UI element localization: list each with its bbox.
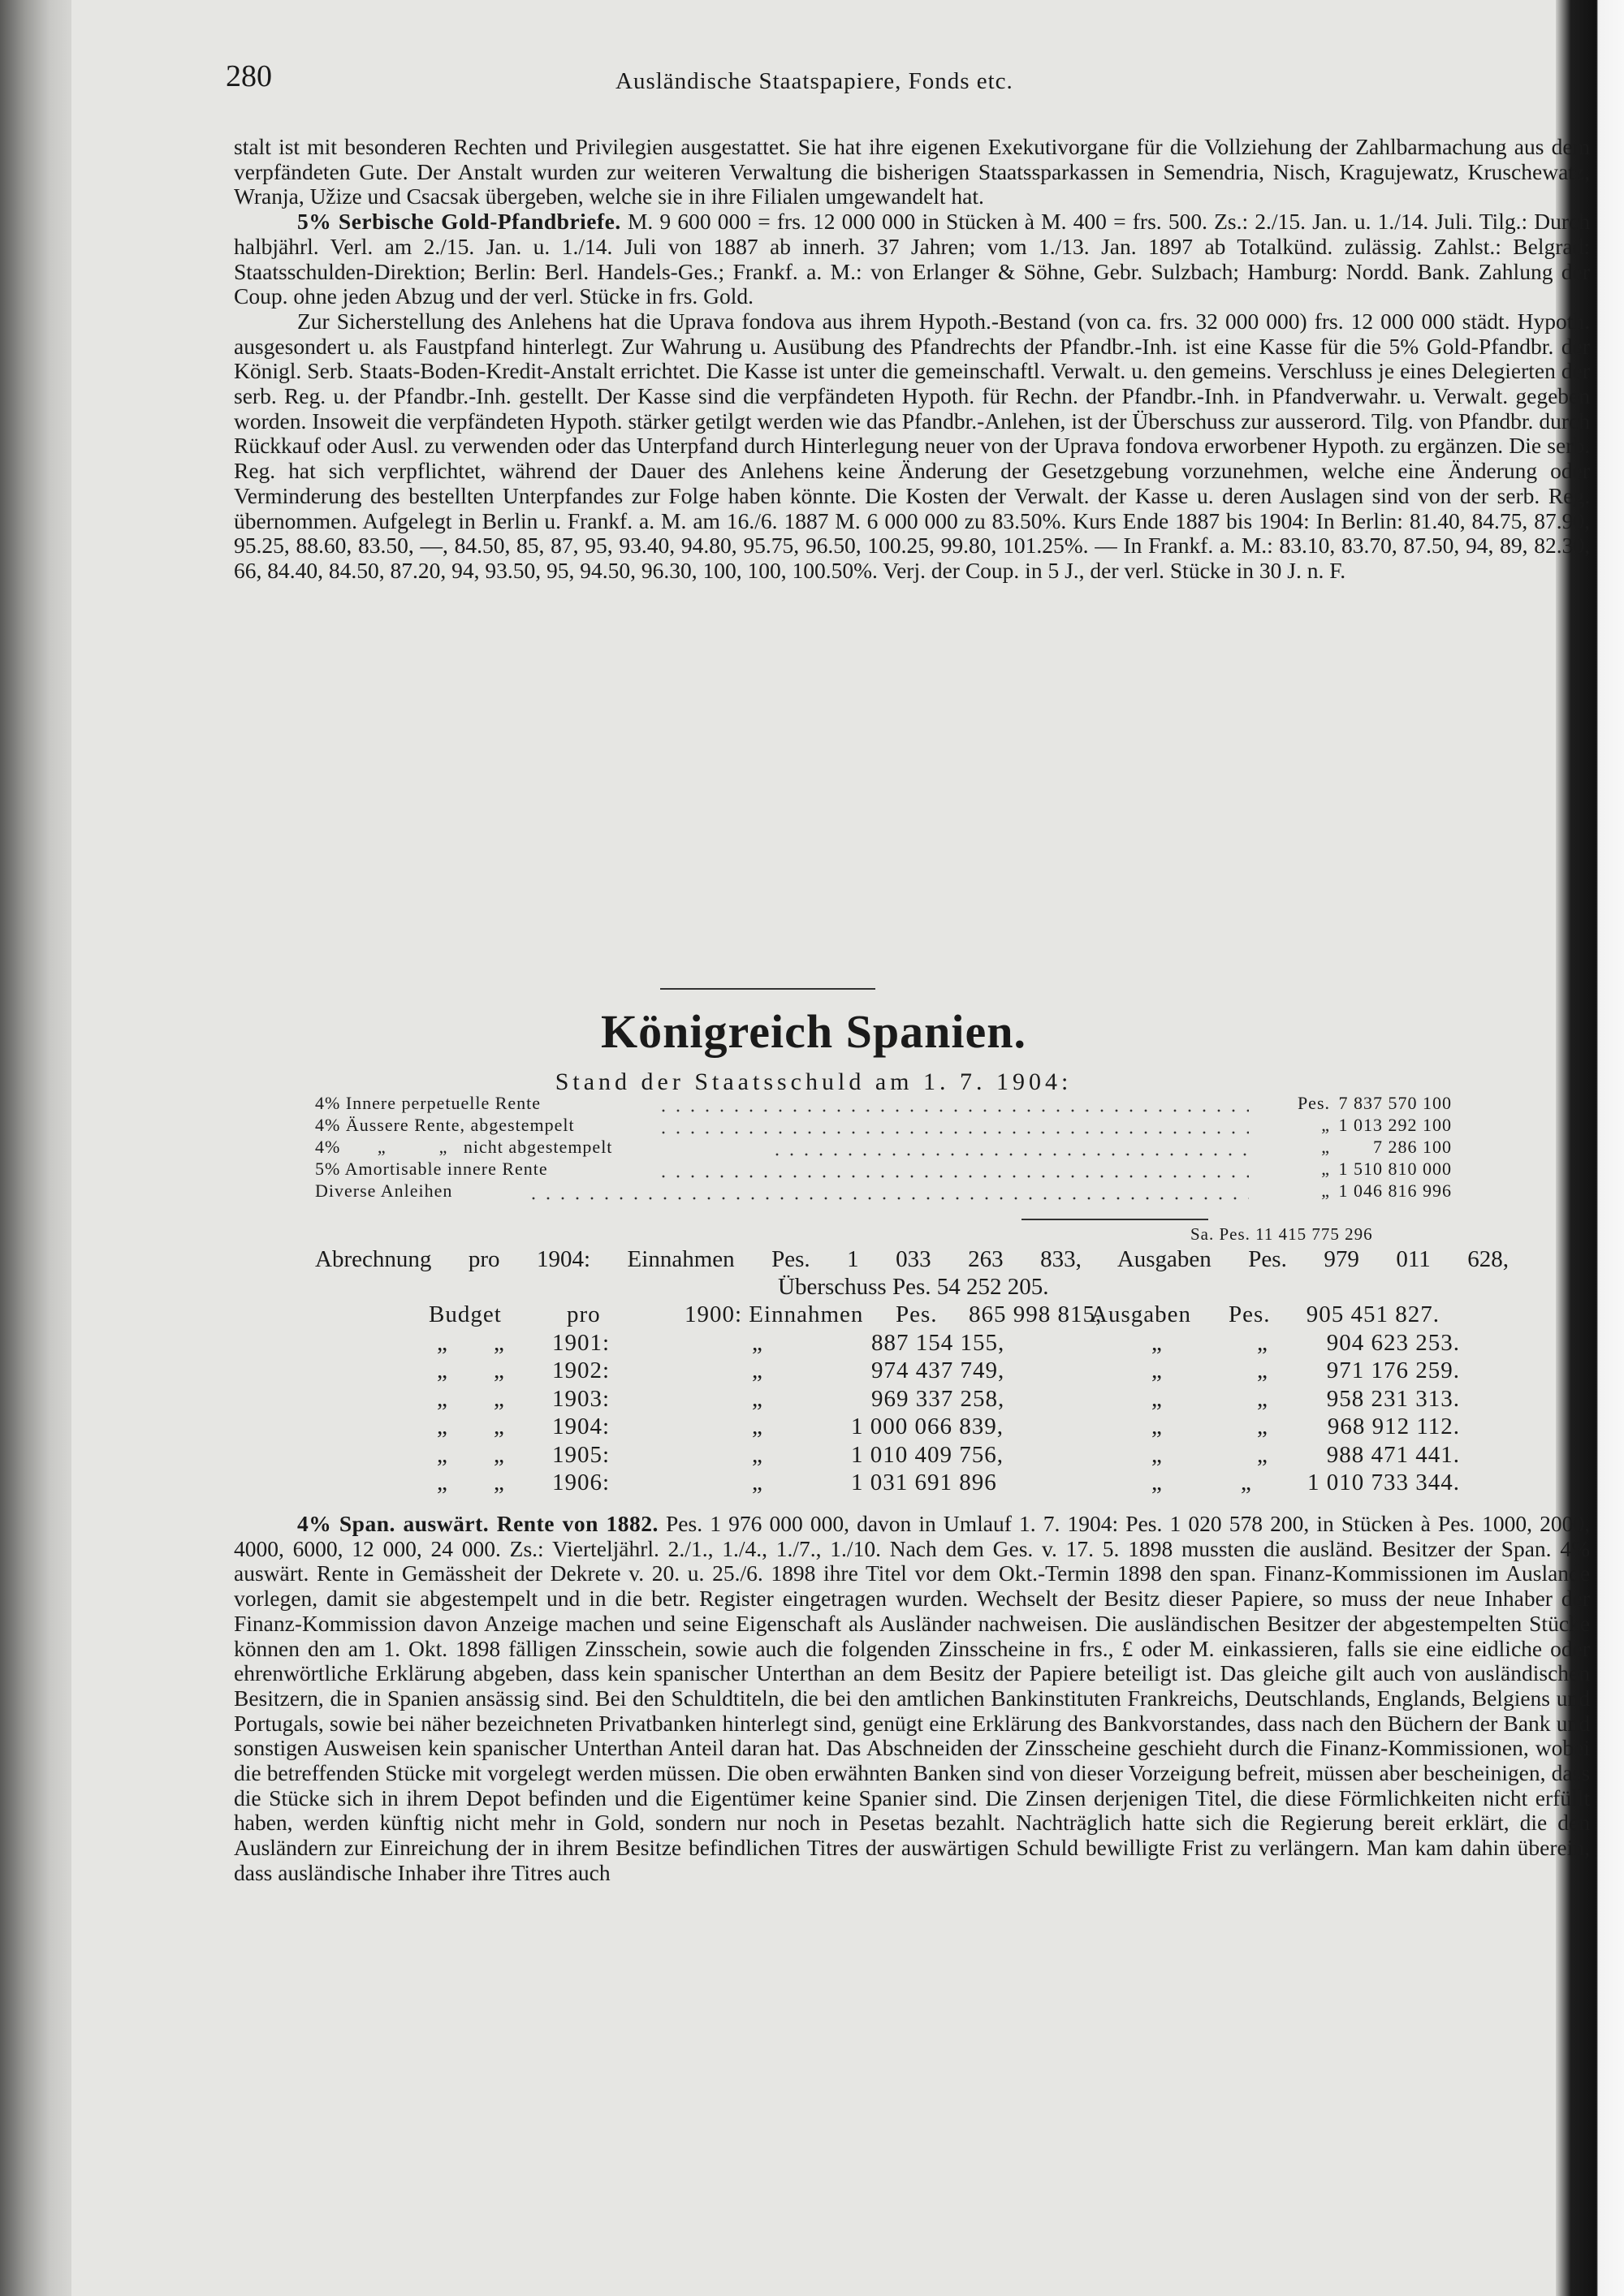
budget-cell: „: [437, 1441, 448, 1468]
budget-row: [429, 1470, 1566, 1498]
leader-dots: [656, 1096, 1249, 1112]
budget-row: [429, 1330, 1566, 1358]
budget-cell: „: [1257, 1329, 1268, 1356]
budget-row: [429, 1442, 1566, 1470]
debt-unit: „: [1321, 1115, 1330, 1135]
rente-section: [234, 1512, 1590, 1886]
budget-cell: „: [494, 1413, 505, 1439]
section-title-spain: Königreich Spanien.: [601, 1005, 1026, 1058]
debt-row: [315, 1159, 1452, 1180]
rente-heading: 4% Span. auswärt. Rente von 1882.: [297, 1511, 659, 1536]
budget-cell: „: [752, 1329, 763, 1356]
budget-cell: „: [752, 1441, 763, 1468]
budget-cell: „: [437, 1357, 448, 1383]
debt-unit: Pes.: [1297, 1093, 1330, 1113]
intro-paragraph: stalt ist mit besonderen Rechten und Privilegien ausgestattet. Sie hat ihre eigenen Exekutivorgane für die Vollziehung der Zahlbarmachung aus dem verpfändeten Gute. Der Anstalt wurden zur weiteren Verwaltung die bisherigen Staatssparkassen in Semendria, Nisch, Kragujewatz, Kruschewatz, Wranja, Užize und Csacsak übergeben, welche sie in ihre Filialen umgewandelt hat.: [234, 134, 1590, 209]
budget-cell: „: [752, 1385, 763, 1412]
leader-dots: [656, 1118, 1249, 1134]
debt-row: [315, 1180, 1452, 1202]
budget-year: 1900: Einnahmen: [685, 1301, 864, 1327]
budget-income: 887 154 155,: [871, 1329, 1005, 1356]
debt-unit: „: [1321, 1137, 1330, 1157]
debt-label: 5% Amortisable innere Rente: [315, 1159, 548, 1179]
budget-expense: 958 231 313.: [1326, 1385, 1460, 1412]
leader-dots: [770, 1140, 1249, 1156]
budget-cell: „: [1151, 1441, 1163, 1468]
budget-income: 1 000 066 839,: [851, 1413, 1004, 1439]
rente-text: Pes. 1 976 000 000, davon in Umlauf 1. 7. 1904: Pes. 1 020 578 200, in Stücken à Pes. 1000, 2000, 4000, 6000, 12 000, 24 000. Zs.: Vierteljährl. 2./1., 1./4., 1./7., 1./10. Nach dem Ges. v. 17. 5. 1898 mussten die ausländ. Besitzer der Span. 4% auswärt. Rente in Gemässheit der Dekrete v. 20. u. 25./6. 1898 ihre Titel vor dem Okt.-Termin 1898 den span. Finanz-Kommissionen im Auslande vorlegen, damit sie abgestempelt und in die betr. Register eingetragen wurden. Wechselt der Besitz dieser Papiere, so muss der neue Inhaber der Finanz-Kommission davon Anzeige machen und seine Eigenschaft als Ausländer nachweisen. Die ausländischen Besitzer der abgestempelten Stücke können den am 1. Okt. 1898 fälligen Zinsschein, sowie auch die folgenden Zinsscheine in frs., £ oder M. einkassieren, falls sie eine eidliche oder ehrenwörtliche Erklärung abgeben, dass kein spanischer Unterthan an dem Besitz der Papiere beteiligt ist. Das gleiche gilt auch von ausländischen Besitzern, die in Spanien ansässig sind. Bei den Schuldtiteln, die bei den amtlichen Bankinstituten Frankreichs, Deutschlands, Englands, Belgiens und Portugals, sowie bei näher bezeichneten Privatbanken hinterlegt sind, genügt eine Erklärung des Bankvorstandes, dass nach den Büchern der Bank und sonstigen Ausweisen kein spanischer Unterthan Anteil daran hat. Das Abschneiden der Zinsscheine geschieht durch die Finanz-Kommissionen, wobei die betreffenden Stücke mit vorgelegt werden müssen. Die oben erwähnten Banken sind von dieser Vorzeigung befreit, müssen aber bescheinigen, dass die Stücke sich in ihrem Depot befinden und die Eigentümer keine Spanier sind. Die Zinsen derjenigen Titel, die diese Förmlichkeiten nicht erfüllt haben, werden künftig nicht mehr in Gold, sondern nur noch in Pesetas bezahlt. Nachträglich hatte sich die Regierung bereit erklärt, die den Ausländern zur Einreichung der in ihrem Besitze befindlichen Titres der auswärtigen Schuld bewilligte Frist zu verlängern. Man kam dahin überein, dass ausländische Inhaber ihre Titres auch: [234, 1511, 1591, 1885]
security-paragraph: Zur Sicherstellung des Anlehens hat die Uprava fondova aus ihrem Hypoth.-Bestand (von ca. frs. 32 000 000) frs. 12 000 000 städt. Hypoth. ausgesondert u. als Faustpfand hinterlegt. Zur Wahrung u. Ausübung des Pfandrechts der Pfandbr.-Inh. ist eine Kasse für die 5% Gold-Pfandbr. der Königl. Serb. Staats-Boden-Kredit-Anstalt errichtet. Die Kasse ist unter die gemeinschaftl. Verwalt. u. den gemeins. Verschluss je eines Delegierten der serb. Reg. u. der Pfandbr.-Inh. gestellt. Der Kasse sind die verpfändeten Hypoth. für Rechn. der Pfandbr.-Inh. in Pfandverwahr. u. Verwalt. gegeben worden. Insoweit die verpfändeten Hypoth. stärker getilgt werden wie das Pfandbr.-Anlehen, ist der Überschuss zur ausserord. Tilg. von Pfandbr. durch Rückkauf oder Ausl. zu verwenden oder das Unterpfand durch Hinterlegung neuer von der Uprava fondova erworbener Hypoth. zu ergänzen. Die serb. Reg. hat sich verpflichtet, während der Dauer des Anlehens keine Änderung der Gesetzgebung vorzunehmen, welche eine Änderung oder Verminderung des bestellten Unterpfandes zur Folge haben könnte. Die Kosten der Verwalt. der Kasse u. deren Auslagen sind von der serb. Reg. übernommen. Aufgelegt in Berlin u. Frankf. a. M. am 16./6. 1887 M. 6 000 000 zu 83.50%. Kurs Ende 1887 bis 1904: In Berlin: 81.40, 84.75, 87.90, 95.25, 88.60, 83.50, —, 84.50, 85, 87, 95, 93.40, 94.80, 95.75, 96.50, 100.25, 99.80, 101.25%. — In Frankf. a. M.: 83.10, 83.70, 87.50, 94, 89, 82.30, 66, 84.40, 84.50, 87.20, 94, 93.50, 95, 94.50, 96.30, 100, 100, 100.50%. Verj. der Coup. in 5 J., der verl. Stücke in 30 J. n. F.: [234, 308, 1590, 583]
abrechnung-line-2: Überschuss Pes. 54 252 205.: [778, 1274, 1049, 1300]
abrechnung-line-1: Abrechnung pro 1904: Einnahmen Pes. 1 033 263 833, Ausgaben Pes. 979 011 628,: [315, 1246, 1509, 1272]
budget-income: 1 031 691 896: [851, 1470, 997, 1495]
page-header: [71, 58, 1556, 99]
budget-row: [429, 1413, 1566, 1442]
budget-cell: „: [1151, 1470, 1163, 1495]
budget-expense: 905 451 827.: [1306, 1301, 1440, 1327]
budget-cell: „: [494, 1357, 505, 1383]
sum-rule: [1021, 1219, 1208, 1220]
budget-cell: Budget: [429, 1301, 502, 1327]
budget-year: 1906:: [552, 1470, 611, 1495]
budget-cell: „: [752, 1470, 763, 1495]
serbian-loan-heading: 5% Serbische Gold-Pfandbriefe.: [297, 209, 621, 235]
budget-expense: 968 912 112.: [1327, 1413, 1460, 1439]
leader-dots: [656, 1162, 1249, 1178]
budget-expense: 971 176 259.: [1326, 1357, 1460, 1383]
budget-row: [429, 1301, 1566, 1330]
debt-row: [315, 1115, 1452, 1137]
budget-cell: „: [437, 1413, 448, 1439]
debt-unit: „: [1321, 1159, 1330, 1179]
debt-table-title: Stand der Staatsschuld am 1. 7. 1904:: [555, 1068, 1073, 1095]
debt-label: Diverse Anleihen: [315, 1180, 453, 1201]
budget-year: 1904:: [552, 1413, 611, 1439]
debt-label: 4% Äussere Rente, abgestempelt: [315, 1115, 575, 1135]
budget-year: 1901:: [552, 1329, 611, 1356]
budget-cell: „: [494, 1385, 505, 1412]
budget-cell: „: [437, 1470, 448, 1495]
budget-table: [429, 1301, 1566, 1498]
budget-year: 1902:: [552, 1357, 611, 1383]
budget-cell: Pes.: [896, 1301, 938, 1327]
debt-label: 4% „ „ nicht abgestempelt: [315, 1137, 613, 1157]
budget-income: 865 998 815,: [969, 1301, 1103, 1327]
debt-sum: Sa. Pes. 11 415 775 296: [1190, 1224, 1373, 1244]
debt-amount: 1 510 810 000: [1338, 1159, 1452, 1179]
debt-amount: 7 837 570 100: [1338, 1093, 1452, 1113]
budget-expense: 988 471 441.: [1326, 1441, 1460, 1468]
budget-cell: „: [1241, 1470, 1252, 1495]
budget-expense: 904 623 253.: [1326, 1329, 1460, 1356]
budget-cell: Ausgaben: [1091, 1301, 1191, 1327]
budget-cell: „: [1257, 1441, 1268, 1468]
budget-cell: „: [1257, 1357, 1268, 1383]
budget-cell: „: [1257, 1413, 1268, 1439]
budget-cell: „: [494, 1329, 505, 1356]
budget-expense: 1 010 733 344.: [1307, 1470, 1460, 1495]
serbian-loan-paragraph: [234, 209, 1590, 309]
debt-amount: 1 046 816 996: [1338, 1180, 1452, 1201]
debt-label: 4% Innere perpetuelle Rente: [315, 1093, 542, 1113]
budget-cell: „: [1151, 1385, 1163, 1412]
debt-row: [315, 1093, 1452, 1115]
budget-row: [429, 1386, 1566, 1414]
budget-year: 1903:: [552, 1385, 611, 1412]
budget-income: 969 337 258,: [871, 1385, 1005, 1412]
serbia-section: [234, 135, 1590, 584]
budget-cell: „: [752, 1413, 763, 1439]
budget-year: 1905:: [552, 1441, 611, 1468]
debt-row: [315, 1137, 1452, 1159]
debt-unit: „: [1321, 1180, 1330, 1201]
budget-cell: „: [494, 1441, 505, 1468]
budget-row: [429, 1357, 1566, 1386]
leader-dots: [526, 1184, 1249, 1200]
book-page: [71, 0, 1591, 2296]
debt-amount: 7 286 100: [1373, 1137, 1452, 1157]
serbian-loan-text: M. 9 600 000 = frs. 12 000 000 in Stücken à M. 400 = frs. 500. Zs.: 2./15. Jan. u. 1./14. Juli. Tilg.: Durch halbjährl. Verl. am 2./15. Jan. u. 1./14. Juli von 1887 ab innerh. 37 Jahren; vom 1./13. Jan. 1897 ab Totalkünd. zulässig. Zahlst.: Belgrad: Staatsschulden-Direktion; Berlin: Berl. Handels-Ges.; Frankf. a. M.: von Erlanger & Söhne, Gebr. Sulzbach; Hamburg: Nordd. Bank. Zahlung der Coup. ohne jeden Abzug und der verl. Stücke in frs. Gold.: [234, 209, 1590, 309]
budget-cell: „: [1151, 1413, 1163, 1439]
running-title: Ausländische Staatspapiere, Fonds etc.: [615, 68, 1013, 94]
budget-cell: „: [494, 1470, 505, 1495]
debt-table: [315, 1093, 1452, 1202]
budget-cell: „: [1151, 1357, 1163, 1383]
budget-cell: pro: [567, 1301, 601, 1327]
budget-cell: „: [437, 1329, 448, 1356]
budget-income: 1 010 409 756,: [851, 1441, 1004, 1468]
budget-cell: „: [437, 1385, 448, 1412]
rente-paragraph: [234, 1512, 1590, 1886]
budget-cell: „: [1151, 1329, 1163, 1356]
scan-left-edge: [0, 0, 71, 2296]
budget-cell: „: [752, 1357, 763, 1383]
debt-amount: 1 013 292 100: [1338, 1115, 1452, 1135]
budget-cell: „: [1257, 1385, 1268, 1412]
section-divider: [660, 988, 875, 990]
budget-cell: Pes.: [1229, 1301, 1271, 1327]
page-number: 280: [226, 59, 272, 93]
budget-income: 974 437 749,: [871, 1357, 1005, 1383]
